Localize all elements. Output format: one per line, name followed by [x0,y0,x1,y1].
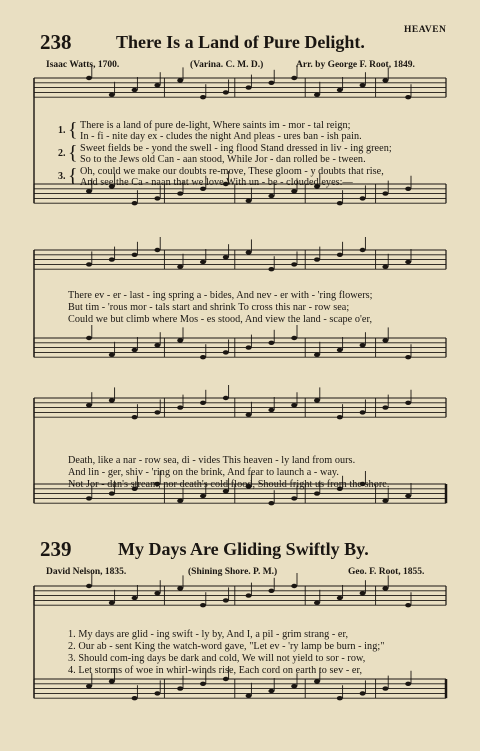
hymn-239-tune: (Shining Shore. P. M.) [188,567,278,577]
stanza-2-line-1: Sweet fields be - yond the swell - ing flood Stand dressed in liv - ing green; [80,143,392,154]
hymn-238-tune: (Varina. C. M. D.) [190,60,264,70]
system-2-line-1: There ev - er - last - ing spring a - bides, And nev - er with - 'ring flowers; [68,290,373,301]
stanza-3-line-1: Oh, could we make our doubts re-move, These gloom - y doubts that rise, [80,166,384,177]
stanza-3-line-2: And see the Ca - naan that we love With un - be - clouded eyes:— [80,177,353,188]
system-3-line-3: Not Jor - dan's stream, nor death's cold flood, Should fright us from the shore. [68,479,390,490]
hymn-238-number: 238 [40,30,72,54]
hymn-239-stanza-1: 1. My days are glid - ing swift - ly by, And I, a pil - grim strang - er, [68,629,349,640]
system-2-line-3: Could we but climb where Mos - es stood, And view the land - scape o'er, [68,314,373,325]
system-2-line-2: But tim - 'rous mor - tals start and shrink To cross this nar - row sea; [68,302,350,313]
hymn-239-title: My Days Are Gliding Swiftly By. [118,539,369,559]
system-3-line-2: And lin - ger, shiv - 'ring on the brink, And fear to launch a - way. [68,467,340,478]
hymn-239-stanza-3: 3. Should com-ing days be dark and cold, We will not yield to sor - row, [68,653,366,664]
hymn-238-system-2-lyrics [68,290,373,326]
hymn-239-author: David Nelson, 1835. [46,567,127,577]
hymn-239-stanza-2: 2. Our ab - sent King the watch-word gave, "Let ev - 'ry lamp be burn - ing;" [68,641,385,652]
system-3-line-1: Death, like a nar - row sea, di - vides This heaven - ly land from ours. [68,455,356,466]
section-label: HEAVEN [404,25,447,35]
hymn-239-number: 239 [40,537,72,561]
hymn-238-author: Isaac Watts, 1700. [46,60,120,70]
hymn-238-system-3-lyrics [68,455,389,491]
hymn-239-stanza-4: 4. Let storms of woe in whirl-winds rise, Each cord on earth to sev - er, [68,665,363,676]
hymn-239-stanzas [68,629,384,677]
hymn-239-composer: Geo. F. Root, 1855. [348,567,425,577]
stanza-1-line-2: In - fi - nite day ex - cludes the night And pleas - ures ban - ish pain. [80,131,362,142]
hymn-238-title: There Is a Land of Pure Delight. [116,32,365,52]
stanza-2-line-2: So to the Jews old Can - aan stood, While Jor - dan rolled be - tween. [80,154,366,165]
stanza-1-line-1: There is a land of pure de-light, Where saints im - mor - tal reign; [80,120,351,131]
hymn-238-arranger: Arr. by George F. Root, 1849. [296,60,415,70]
